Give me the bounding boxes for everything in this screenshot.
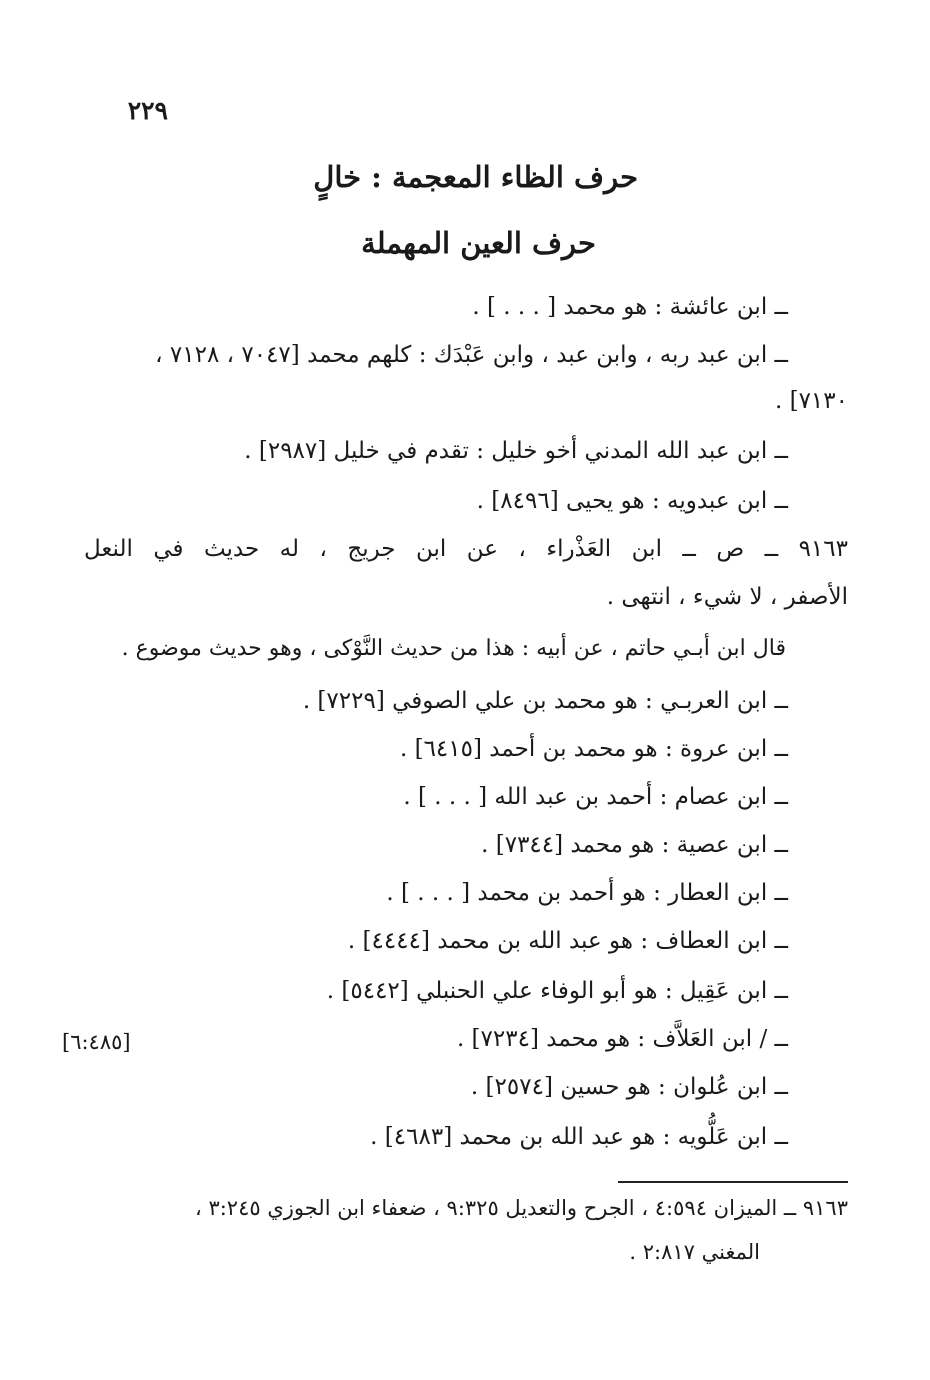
entry-continuation: ٧١٣٠] . (774, 388, 848, 414)
entry-ibn-al-attar: ــ ابن العطار : هو أحمد بن محمد [ . . . ] . (386, 880, 788, 906)
entry-ibn-abdawayh: ــ ابن عبدويه : هو يحيى [٨٤٩٦] . (476, 488, 788, 514)
page-number: ٢٢٩ (127, 96, 168, 125)
entry-9163: ٩١٦٣ ــ ص ــ ابن العَذْراء ، عن ابن جريج ، له حديث في النعل (84, 536, 848, 562)
footnote-line: ٩١٦٣ ــ الميزان ٤:٥٩٤ ، الجرح والتعديل ٩:٣٢٥ ، ضعفاء ابن الجوزي ٣:٢٤٥ ، (194, 1196, 848, 1220)
entry-ibn-isiyya: ــ ابن عصية : هو محمد [٧٣٤٤] . (481, 832, 788, 858)
entry-ibn-allawayh: ــ ابن عَلُّويه : هو عبد الله بن محمد [٤٦٨٣] . (370, 1124, 788, 1150)
entry-ibn-isam: ــ ابن عصام : أحمد بن عبد الله [ . . . ] . (403, 784, 788, 810)
entry-9163-continuation: الأصفر ، لا شيء ، انتهى . (606, 584, 848, 610)
footnote-divider (618, 1181, 848, 1183)
margin-reference: [٦:٤٨٥] (62, 1030, 131, 1054)
entry-ibn-urwa: ــ ابن عروة : هو محمد بن أحمد [٦٤١٥] . (399, 736, 788, 762)
entry-ibn-aisha: ــ ابن عائشة : هو محمد [ . . . ] . (472, 294, 788, 320)
entry-ibn-al-allaf: ــ / ابن العَلاَّف : هو محمد [٧٢٣٤] . (456, 1026, 788, 1052)
section-heading-zaa: حرف الظاء المعجمة : خالٍ (313, 160, 638, 194)
entry-ibn-al-attaf: ــ ابن العطاف : هو عبد الله بن محمد [٤٤٤٤] . (347, 928, 788, 954)
quote-ibn-abi-hatim: قال ابن أبـي حاتم ، عن أبيه : هذا من حديث النَّوْكى ، وهو حديث موضوع . (121, 636, 786, 661)
footnote-line-continuation: المغني ٢:٨١٧ . (629, 1240, 760, 1264)
entry-ibn-abd-rabbih: ــ ابن عبد ربه ، وابن عبد ، وابن عَبْدَك : كلهم محمد [٧٠٤٧ ، ٧١٢٨ ، (155, 342, 788, 368)
entry-ibn-ulwan: ــ ابن عُلوان : هو حسين [٢٥٧٤] . (470, 1074, 788, 1100)
entry-ibn-aqil: ــ ابن عَقِيل : هو أبو الوفاء علي الحنبلي [٥٤٤٢] . (326, 978, 788, 1004)
entry-ibn-abdullah-madani: ــ ابن عبد الله المدني أخو خليل : تقدم في خليل [٢٩٨٧] . (244, 438, 788, 464)
section-heading-ain: حرف العين المهملة (361, 226, 596, 260)
entry-ibn-al-arabi: ــ ابن العربـي : هو محمد بن علي الصوفي [٧٢٢٩] . (302, 688, 788, 714)
